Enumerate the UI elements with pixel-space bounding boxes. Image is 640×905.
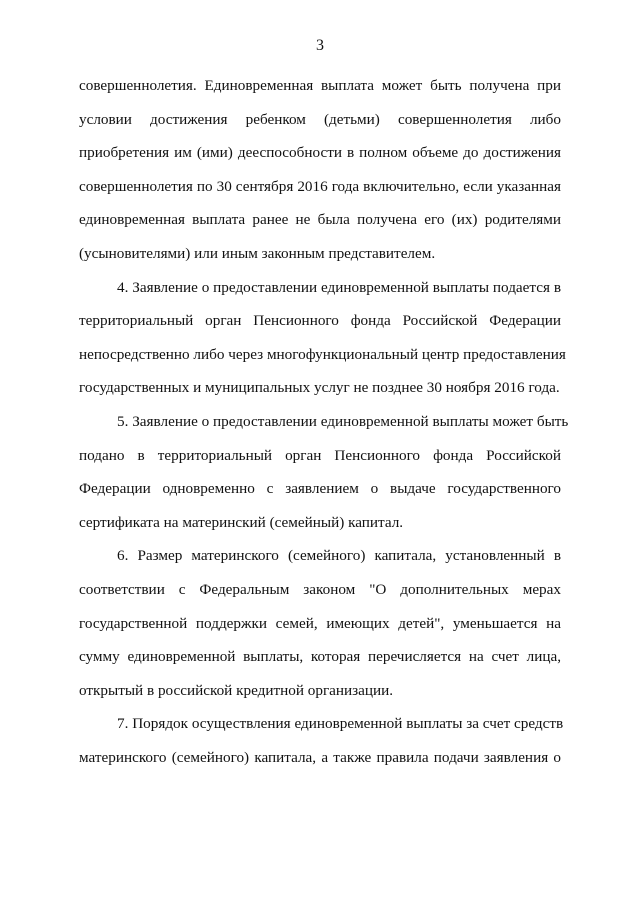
text-line: условии достижения ребенком (детьми) совершеннолетия либо bbox=[79, 110, 561, 128]
text-line: 5. Заявление о предоставлении единовременной выплаты может быть bbox=[117, 412, 569, 430]
paragraph-continuation bbox=[79, 69, 561, 271]
text-line: подано в территориальный орган Пенсионного фонда Российской bbox=[79, 446, 561, 464]
text-line: Федерации одновременно с заявлением о выдаче государственного bbox=[79, 480, 561, 498]
text-line: 7. Порядок осуществления единовременной выплаты за счет средств bbox=[117, 715, 564, 733]
text-line: территориальный орган Пенсионного фонда Российской Федерации bbox=[79, 312, 561, 330]
text-line: 6. Размер материнского (семейного) капитала, установленный в bbox=[117, 547, 561, 565]
text-line: непосредственно либо через многофункциональный центр предоставления bbox=[79, 345, 566, 363]
paragraph-item-7 bbox=[79, 707, 564, 774]
text-line: сумму единовременной выплаты, которая перечисляется на счет лица, bbox=[79, 648, 561, 666]
text-line: соответствии с Федеральным законом "О дополнительных мерах bbox=[79, 580, 561, 598]
text-line: приобретения им (ими) дееспособности в полном объеме до достижения bbox=[79, 144, 561, 162]
text-line: совершеннолетия. Единовременная выплата может быть получена при bbox=[79, 77, 561, 94]
paragraph-item-4 bbox=[79, 271, 566, 405]
text-line: 4. Заявление о предоставлении единовременной выплаты подается в bbox=[117, 278, 561, 296]
text-line: (усыновителями) или иным законным представителем. bbox=[79, 244, 436, 262]
page-number: 3 bbox=[316, 37, 324, 54]
text-line: единовременная выплата ранее не была получена его (их) родителями bbox=[79, 211, 561, 229]
paragraph-item-6 bbox=[79, 539, 561, 707]
text-line: сертификата на материнский (семейный) капитал. bbox=[79, 513, 404, 531]
text-line: государственных и муниципальных услуг не позднее 30 ноября 2016 года. bbox=[79, 379, 560, 397]
text-line: совершеннолетия по 30 сентября 2016 года включительно, если указанная bbox=[79, 177, 561, 195]
paragraph-item-5 bbox=[79, 405, 569, 539]
text-line: материнского (семейного) капитала, а также правила подачи заявления о bbox=[79, 748, 561, 766]
text-line: открытый в российской кредитной организации. bbox=[79, 681, 394, 699]
document-body bbox=[79, 69, 569, 774]
text-line: государственной поддержки семей, имеющих детей", уменьшается на bbox=[79, 614, 561, 632]
